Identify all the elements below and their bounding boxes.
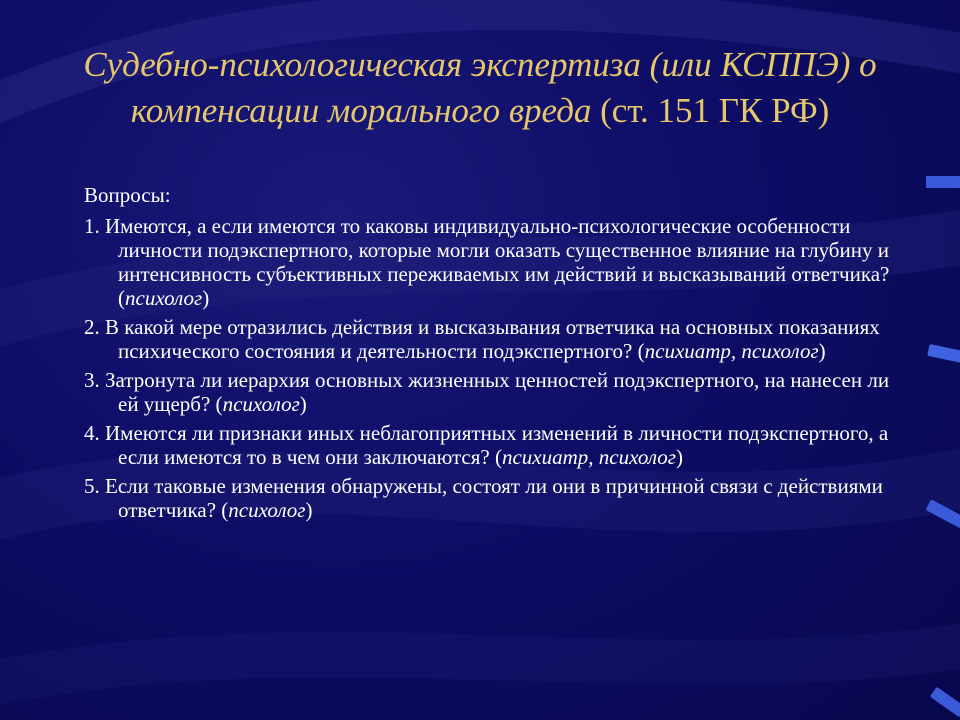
title-italic: Судебно-психологическая экспертиза (или КСППЭ) о компенсации морального вреда: [83, 45, 877, 130]
question-role: психиатр, психолог: [501, 445, 676, 469]
question-close: ): [202, 286, 210, 310]
question-text: 1. Имеются, а если имеются то каковы индивидуально-психологические особенности личности подэкспертного, которые могли оказать существенное влияние на глубину и интенсивность субъективных переживаемых им действий и высказываний ответчика? (: [84, 214, 890, 310]
bg-swoosh-4: [0, 640, 960, 690]
edge-dash-1: [926, 176, 960, 188]
question-item: [84, 368, 894, 416]
edge-dash-4: [930, 687, 960, 717]
slide-title: [60, 42, 900, 134]
edge-dash-2: [927, 344, 960, 364]
question-text: 5. Если таковые изменения обнаружены, состоят ли они в причинной связи с действиями ответчика? (: [84, 474, 883, 522]
question-item: [84, 474, 894, 522]
title-reference: (ст. 151 ГК РФ): [591, 91, 830, 130]
question-close: ): [305, 498, 313, 522]
question-item: [84, 315, 894, 363]
question-text: 2. В какой мере отразились действия и высказывания ответчика на основных показаниях психического состояния и деятельности подэкспертного? (: [84, 315, 880, 363]
question-item: [84, 421, 894, 469]
questions-heading: Вопросы:: [84, 183, 171, 207]
question-close: ): [676, 445, 683, 469]
slide-body: [84, 183, 894, 527]
question-role: психолог: [125, 286, 203, 310]
question-role: психолог: [228, 498, 306, 522]
question-item: [84, 214, 894, 310]
question-close: ): [818, 339, 826, 363]
question-role: психолог: [222, 392, 300, 416]
question-close: ): [299, 392, 307, 416]
question-role: психиатр, психолог: [644, 339, 819, 363]
question-text: 4. Имеются ли признаки иных неблагоприятных изменений в личности подэкспертного, а если имеются то в чем они заключаются? (: [84, 421, 889, 469]
question-text: 3. Затронута ли иерархия основных жизненных ценностей подэкспертного, на нанесен ли ей ущерб? (: [84, 368, 890, 416]
